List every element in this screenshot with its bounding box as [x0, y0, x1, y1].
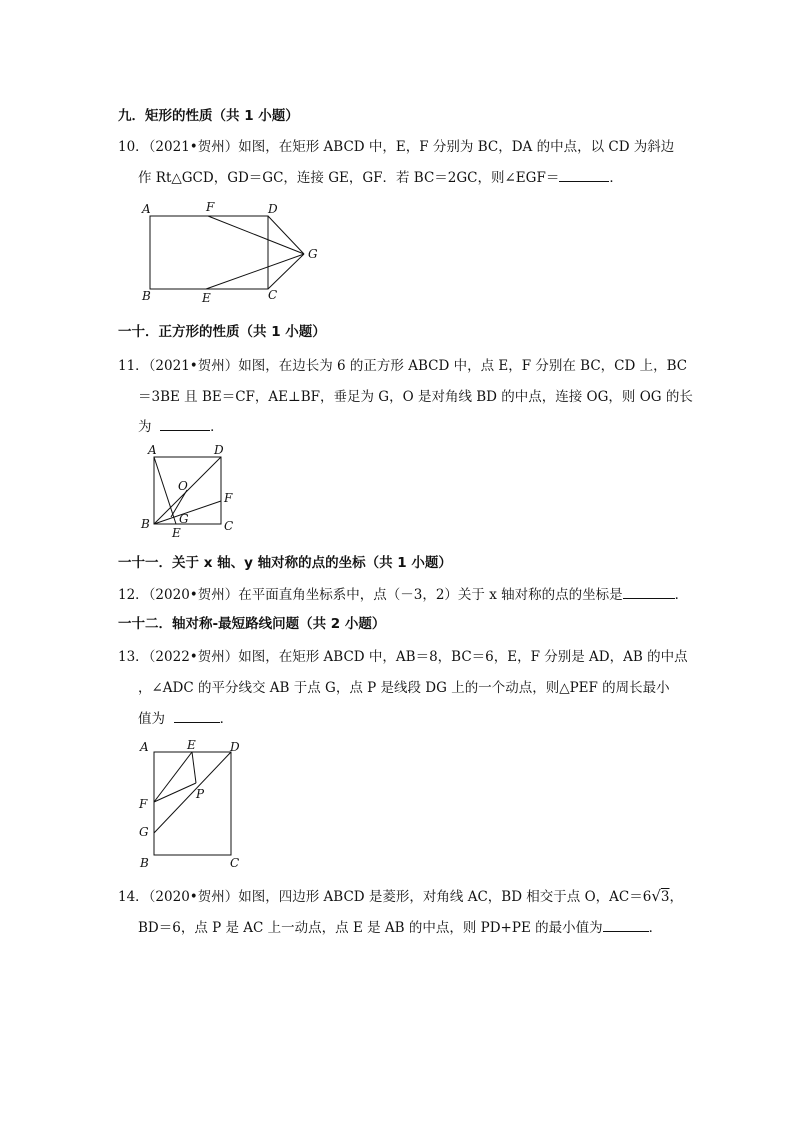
figure-rectangle-abcd: [138, 200, 338, 305]
comma: ，: [669, 889, 683, 905]
answer-blank: [623, 586, 675, 599]
sqrt-sign: √: [651, 887, 661, 905]
problem-11-line-3: [138, 415, 224, 435]
section-heading-rectangle: 九．矩形的性质（共 1 小题）: [118, 108, 299, 124]
segment-dg: [268, 216, 304, 254]
problem-12-line-1: [118, 583, 688, 603]
label-g: G: [179, 512, 189, 526]
section-heading-symmetric-points: 一十一．关于 x 轴、y 轴对称的点的坐标（共 1 小题）: [118, 555, 452, 571]
label-g: G: [308, 247, 318, 261]
label-f: F: [224, 491, 233, 505]
label-p: P: [196, 787, 205, 801]
label-b: B: [141, 517, 150, 531]
problem-14-line-2: [138, 916, 662, 936]
label-g: G: [139, 825, 149, 839]
section-heading-shortest-path: 一十二．轴对称-最短路线问题（共 2 小题）: [118, 616, 386, 632]
label-a: A: [140, 740, 149, 754]
label-a: A: [148, 443, 157, 457]
period: ．: [210, 419, 224, 435]
segment-cg: [268, 254, 304, 289]
problem-13-line-2: ，∠ADC 的平分线交 AB 于点 G，点 P 是线段 DG 上的一个动点，则△PEF 的周长最小: [138, 680, 670, 696]
label-c: C: [230, 856, 240, 870]
problem-13-text: 值为: [138, 711, 165, 727]
label-b: B: [140, 856, 149, 870]
segment-eg: [206, 254, 304, 289]
label-e: E: [187, 738, 196, 752]
label-e: E: [172, 526, 181, 540]
figure-square-abcd: [138, 440, 248, 540]
segment-gd: [154, 752, 231, 833]
figure-rectangle-pef: [138, 737, 258, 872]
problem-10-text: 作 Rt△GCD，GD＝GC，连接 GE，GF．若 BC＝2GC，则∠EGF＝: [138, 170, 560, 186]
label-f: F: [139, 797, 148, 811]
segment-fg: [208, 216, 304, 254]
label-d: D: [214, 443, 224, 457]
problem-10-line-2: [138, 166, 623, 186]
problem-12-text: 12．（2020•贺州）在平面直角坐标系中，点（－3，2）关于 x 轴对称的点的坐标是: [118, 587, 623, 603]
rect-abcd: [154, 752, 231, 855]
answer-blank: [174, 710, 220, 723]
problem-14-text: 14．（2020•贺州）如图，四边形 ABCD 是菱形，对角线 AC，BD 相交于点 O，AC＝6: [118, 889, 652, 905]
problem-14-line-1: [118, 885, 683, 905]
period: ．: [609, 170, 623, 186]
problem-11-line-1: 11．（2021•贺州）如图，在边长为 6 的正方形 ABCD 中，点 E，F 分别在 BC，CD 上，BC: [118, 358, 688, 374]
period: ．: [648, 920, 663, 936]
label-a: A: [142, 202, 151, 216]
problem-11-line-2: ＝3BE 且 BE＝CF，AE⊥BF，垂足为 G，O 是对角线 BD 的中点，连接 OG，则 OG 的长: [138, 389, 693, 405]
segment-fe: [154, 752, 192, 802]
problem-13-line-3: [138, 707, 233, 727]
segment-ep: [192, 752, 196, 783]
label-b: B: [142, 289, 151, 303]
answer-blank: [160, 418, 210, 431]
problem-10-line-1: 10．（2021•贺州）如图，在矩形 ABCD 中，E，F 分别为 BC，DA 的中点，以 CD 为斜边: [118, 139, 675, 155]
label-f: F: [206, 200, 215, 214]
label-d: D: [230, 740, 240, 754]
label-o: O: [178, 479, 188, 493]
label-c: C: [224, 519, 234, 533]
problem-13-line-1: 13．（2022•贺州）如图，在矩形 ABCD 中，AB＝8，BC＝6，E，F 分别是 AD，AB 的中点: [118, 649, 688, 665]
label-e: E: [202, 291, 211, 305]
period: ．: [674, 587, 689, 603]
sqrt-radicand: 3: [660, 889, 670, 905]
problem-14-text-2: BD＝6，点 P 是 AC 上一动点，点 E 是 AB 的中点，则 PD+PE 的最小值为: [138, 920, 603, 936]
label-d: D: [268, 202, 278, 216]
problem-11-text: 为: [138, 419, 152, 435]
label-c: C: [268, 288, 278, 302]
answer-blank: [603, 919, 649, 932]
segment-fp: [154, 783, 196, 802]
answer-blank: [559, 169, 609, 182]
period: ．: [219, 711, 234, 727]
rect-abcd: [150, 216, 268, 289]
section-heading-square: 一十．正方形的性质（共 1 小题）: [118, 324, 326, 340]
